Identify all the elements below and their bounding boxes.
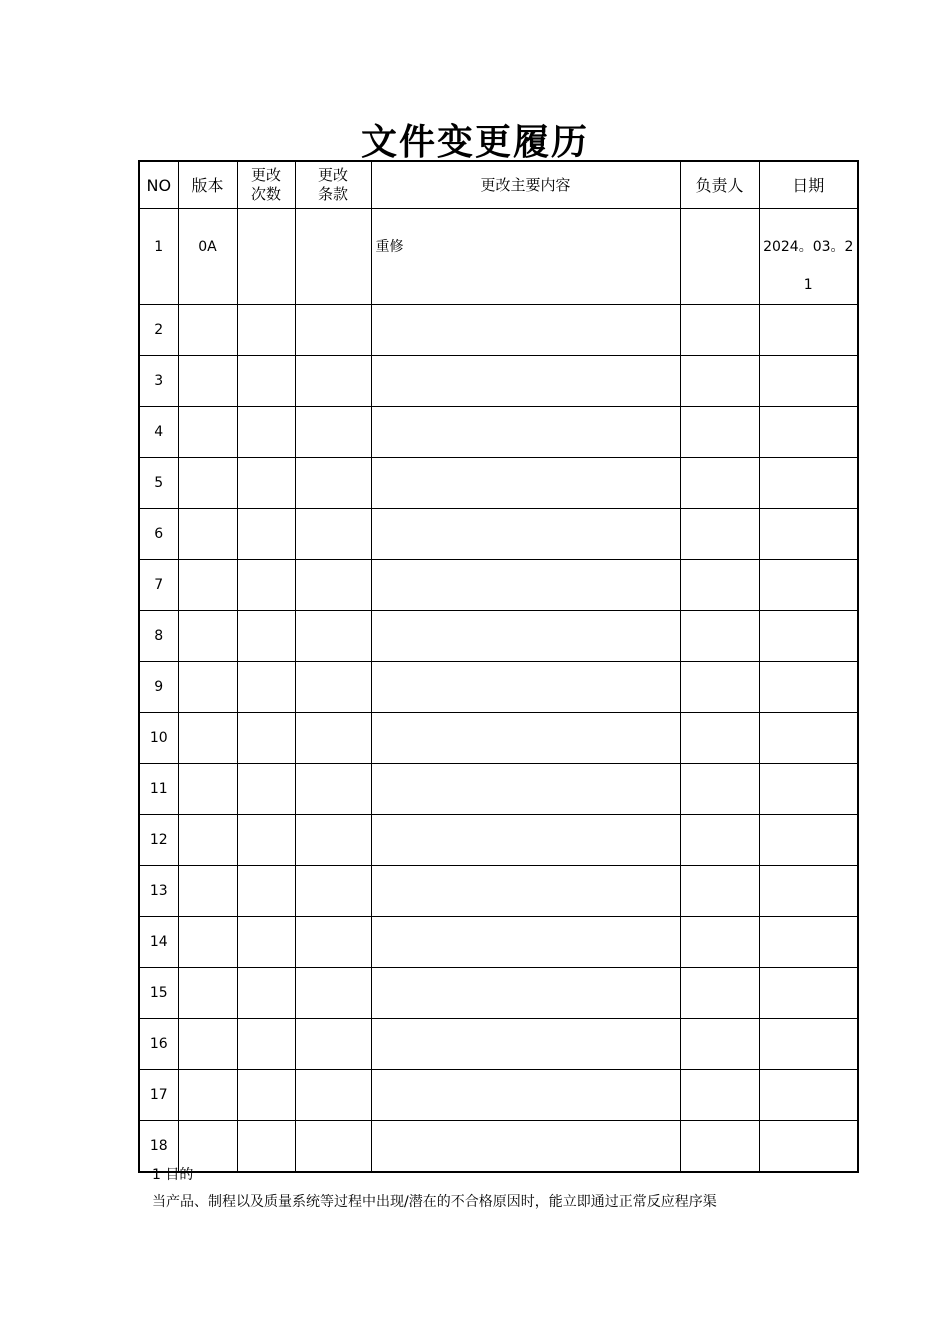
cell-change-count [237, 209, 295, 305]
header-version: 版本 [178, 161, 237, 209]
cell-version [178, 968, 237, 1019]
cell-content [371, 209, 680, 305]
cell-change-clause [295, 407, 371, 458]
header-change-count [237, 161, 295, 209]
cell-change-count [237, 713, 295, 764]
cell-no-text: 16 [149, 1036, 168, 1052]
cell-no [139, 662, 178, 713]
cell-change-count [237, 305, 295, 356]
cell-date [759, 1070, 858, 1121]
cell-change-clause [295, 1070, 371, 1121]
cell-date [759, 611, 858, 662]
table-row [139, 560, 858, 611]
table-row [139, 662, 858, 713]
cell-content [371, 764, 680, 815]
cell-owner [680, 305, 759, 356]
cell-no-text: 12 [149, 832, 168, 848]
cell-change-clause [295, 713, 371, 764]
cell-version [178, 356, 237, 407]
section-paragraph: 当产品、制程以及质量系统等过程中出现/潜在的不合格原因时，能立即通过正常反应程序渠 [152, 1194, 717, 1210]
cell-version [178, 305, 237, 356]
cell-version [178, 662, 237, 713]
cell-version [178, 1019, 237, 1070]
cell-change-clause [295, 764, 371, 815]
cell-no-text: 7 [154, 577, 164, 593]
cell-no-text: 18 [149, 1138, 168, 1154]
cell-no [139, 917, 178, 968]
cell-content [371, 1019, 680, 1070]
cell-change-count-text [238, 209, 295, 228]
table-row [139, 611, 858, 662]
section-heading: 1 目的 [152, 1167, 194, 1183]
cell-date [759, 764, 858, 815]
cell-change-clause [295, 305, 371, 356]
cell-content [371, 458, 680, 509]
cell-date [759, 662, 858, 713]
table-row [139, 1019, 858, 1070]
cell-content-text: 重修 [375, 239, 404, 255]
table-row [139, 968, 858, 1019]
cell-version [178, 764, 237, 815]
cell-version [178, 209, 237, 305]
table-row [139, 1070, 858, 1121]
cell-change-clause [295, 458, 371, 509]
cell-owner [680, 407, 759, 458]
cell-content [371, 356, 680, 407]
cell-date [759, 917, 858, 968]
cell-content [371, 662, 680, 713]
cell-change-clause [295, 968, 371, 1019]
table-row [139, 509, 858, 560]
table-row [139, 356, 858, 407]
table-row [139, 815, 858, 866]
cell-no [139, 305, 178, 356]
header-row [139, 161, 858, 209]
cell-no-text: 17 [149, 1087, 168, 1103]
cell-no-text: 3 [154, 373, 164, 389]
cell-content [371, 713, 680, 764]
cell-no [139, 968, 178, 1019]
cell-change-count [237, 611, 295, 662]
cell-version [178, 1070, 237, 1121]
table-row [139, 713, 858, 764]
cell-version [178, 458, 237, 509]
cell-change-clause [295, 560, 371, 611]
cell-no-text: 11 [149, 781, 168, 797]
cell-no [139, 611, 178, 662]
cell-change-count [237, 407, 295, 458]
cell-version-text: 0A [198, 239, 217, 255]
cell-date [759, 356, 858, 407]
header-change-count-line1: 更改 [250, 166, 281, 184]
cell-change-count [237, 509, 295, 560]
header-change-clause-line1: 更改 [317, 166, 348, 184]
cell-no-text: 4 [154, 424, 164, 440]
cell-owner [680, 356, 759, 407]
cell-owner [680, 917, 759, 968]
header-owner: 负责人 [680, 161, 759, 209]
notes-section [152, 1162, 892, 1216]
cell-no [139, 815, 178, 866]
cell-date [759, 866, 858, 917]
table-row [139, 866, 858, 917]
header-change-clause-line2: 条款 [317, 185, 348, 203]
cell-content [371, 305, 680, 356]
cell-date [759, 560, 858, 611]
cell-change-clause-text [296, 209, 371, 228]
cell-change-count [237, 1019, 295, 1070]
header-no: NO [139, 161, 178, 209]
table-row [139, 764, 858, 815]
cell-owner [680, 1070, 759, 1121]
cell-no [139, 509, 178, 560]
cell-owner [680, 968, 759, 1019]
cell-no [139, 407, 178, 458]
cell-change-clause [295, 815, 371, 866]
cell-change-count [237, 815, 295, 866]
cell-date [759, 968, 858, 1019]
cell-change-count [237, 764, 295, 815]
cell-change-clause [295, 509, 371, 560]
document-title: 文件变更履历 [360, 121, 589, 163]
cell-no-text: 13 [149, 883, 168, 899]
cell-change-clause [295, 209, 371, 305]
cell-change-count [237, 662, 295, 713]
cell-no-text: 9 [154, 679, 164, 695]
cell-owner [680, 458, 759, 509]
cell-no-text: 14 [149, 934, 168, 950]
cell-owner [680, 662, 759, 713]
cell-change-count [237, 866, 295, 917]
cell-version [178, 815, 237, 866]
cell-content [371, 611, 680, 662]
cell-no-text: 5 [154, 475, 164, 491]
cell-owner-text [681, 209, 759, 228]
cell-date [759, 1019, 858, 1070]
cell-date [759, 305, 858, 356]
cell-no [139, 458, 178, 509]
cell-date [759, 815, 858, 866]
cell-version [178, 407, 237, 458]
table-row [139, 458, 858, 509]
cell-content [371, 560, 680, 611]
cell-change-clause [295, 611, 371, 662]
cell-change-clause [295, 1019, 371, 1070]
header-content: 更改主要内容 [371, 161, 680, 209]
cell-no [139, 1070, 178, 1121]
cell-date [759, 713, 858, 764]
cell-no-text: 1 [154, 239, 164, 255]
cell-change-count [237, 560, 295, 611]
cell-no [139, 356, 178, 407]
cell-content [371, 815, 680, 866]
cell-no [139, 209, 178, 305]
cell-content [371, 1070, 680, 1121]
cell-no-text: 10 [149, 730, 168, 746]
cell-change-clause [295, 356, 371, 407]
cell-content [371, 866, 680, 917]
header-change-count-line2: 次数 [250, 185, 281, 203]
cell-change-count [237, 356, 295, 407]
cell-change-clause [295, 917, 371, 968]
cell-owner [680, 509, 759, 560]
cell-date [759, 407, 858, 458]
cell-no [139, 764, 178, 815]
cell-date [759, 458, 858, 509]
cell-version [178, 917, 237, 968]
cell-version [178, 713, 237, 764]
cell-no [139, 1019, 178, 1070]
cell-no-text: 8 [154, 628, 164, 644]
table-row [139, 407, 858, 458]
cell-owner [680, 1019, 759, 1070]
cell-no-text: 15 [149, 985, 168, 1001]
cell-date [759, 209, 858, 305]
cell-owner [680, 866, 759, 917]
header-date: 日期 [759, 161, 858, 209]
cell-content [371, 509, 680, 560]
cell-no-text: 6 [154, 526, 164, 542]
change-history-table [138, 160, 859, 1173]
cell-owner [680, 815, 759, 866]
cell-change-clause [295, 662, 371, 713]
cell-version [178, 866, 237, 917]
cell-change-count [237, 917, 295, 968]
cell-version [178, 560, 237, 611]
cell-change-clause [295, 866, 371, 917]
cell-owner [680, 611, 759, 662]
cell-version [178, 509, 237, 560]
cell-owner [680, 764, 759, 815]
cell-no [139, 560, 178, 611]
cell-change-count [237, 458, 295, 509]
cell-version [178, 611, 237, 662]
table-row [139, 209, 858, 305]
table-row [139, 305, 858, 356]
cell-no [139, 866, 178, 917]
header-change-clause [295, 161, 371, 209]
cell-change-count [237, 968, 295, 1019]
cell-owner [680, 713, 759, 764]
cell-date-text: 2024。03。21 [763, 239, 854, 293]
cell-no [139, 713, 178, 764]
cell-change-count [237, 1070, 295, 1121]
cell-owner [680, 209, 759, 305]
cell-content [371, 968, 680, 1019]
cell-content [371, 407, 680, 458]
table-row [139, 917, 858, 968]
cell-date [759, 509, 858, 560]
cell-content [371, 917, 680, 968]
cell-no-text: 2 [154, 322, 164, 338]
cell-owner [680, 560, 759, 611]
